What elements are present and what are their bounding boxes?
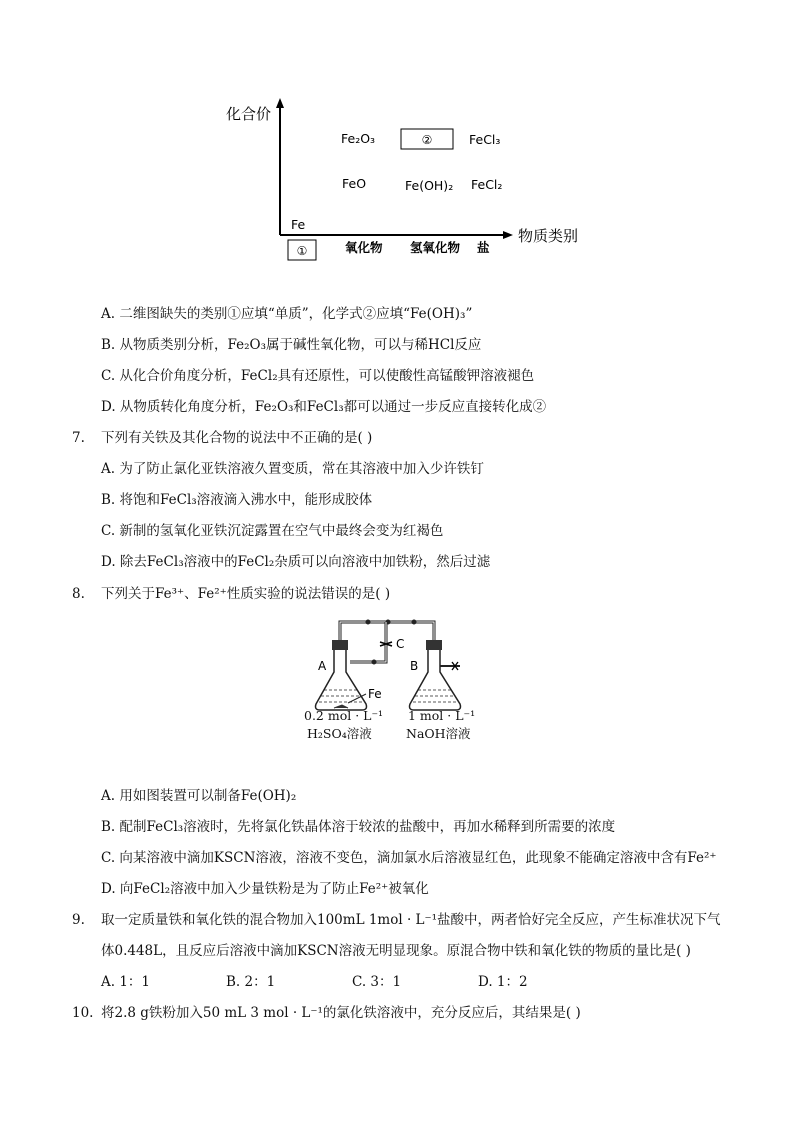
label-fe: Fe bbox=[368, 687, 382, 701]
label-a: A bbox=[318, 659, 327, 673]
q6-option-c: C. 从化合价角度分析，FeCl₂具有还原性，可以使酸性高锰酸钾溶液褪色 bbox=[101, 368, 535, 384]
q8-option-c: C. 向某溶液中滴加KSCN溶液，溶液不变色，滴加氯水后溶液显红色，此现象不能确定溶液中含有Fe²⁺ bbox=[101, 850, 717, 866]
stopper-a bbox=[332, 640, 348, 650]
formula-blank-label: ② bbox=[421, 133, 433, 147]
left-flask-solution: H₂SO₄溶液 bbox=[307, 726, 372, 741]
q7-number: 7. bbox=[72, 430, 85, 446]
right-flask-concentration: 1 mol · L⁻¹ bbox=[408, 708, 476, 723]
q7-option-c: C. 新制的氢氧化亚铁沉淀露置在空气中最终会变为红褐色 bbox=[101, 523, 444, 539]
q8-option-b: B. 配制FeCl₃溶液时，先将氯化铁晶体溶于较浓的盐酸中，再加水稀释到所需要的浓度 bbox=[101, 819, 616, 835]
q9-number: 9. bbox=[72, 912, 85, 928]
q8-number: 8. bbox=[72, 586, 85, 602]
q10-number: 10. bbox=[72, 1005, 94, 1021]
q7-option-a: A. 为了防止氯化亚铁溶液久置变质，常在其溶液中加入少许铁钉 bbox=[101, 461, 484, 477]
stopper-b bbox=[426, 640, 442, 650]
category-blank-label: ① bbox=[296, 244, 308, 258]
formula-feoh2: Fe(OH)₂ bbox=[405, 178, 454, 193]
formula-fe: Fe bbox=[291, 217, 306, 232]
y-axis-label: 化合价 bbox=[226, 105, 272, 123]
q9-option-a: A. 1：1 bbox=[101, 974, 151, 990]
category-oxide-label: 氧化物 bbox=[345, 240, 383, 255]
clamp-icon bbox=[412, 620, 417, 625]
formula-fe2o3: Fe₂O₃ bbox=[341, 131, 376, 146]
q6-option-d: D. 从物质转化角度分析，Fe₂O₃和FeCl₃都可以通过一步反应直接转化成② bbox=[101, 399, 547, 415]
q6-option-a: A. 二维图缺失的类别①应填“单质”，化学式②应填“Fe(OH)₃” bbox=[101, 306, 473, 322]
q8-option-d: D. 向FeCl₂溶液中加入少量铁粉是为了防止Fe²⁺被氧化 bbox=[101, 881, 429, 897]
formula-feo: FeO bbox=[342, 176, 367, 191]
clamp-icon bbox=[366, 620, 371, 625]
y-axis-arrow-icon bbox=[276, 98, 284, 108]
q8-stem: 下列关于Fe³⁺、Fe²⁺性质实验的说法错误的是( ) bbox=[101, 586, 391, 602]
q9-option-b: B. 2：1 bbox=[226, 974, 276, 990]
q9-option-c: C. 3：1 bbox=[352, 974, 402, 990]
q9-stem-line2: 体0.448L，且反应后溶液中滴加KSCN溶液无明显现象。原混合物中铁和氧化铁的物质的量比是( ) bbox=[101, 943, 691, 959]
q7-option-b: B. 将饱和FeCl₃溶液滴入沸水中，能形成胶体 bbox=[101, 492, 373, 508]
clamp-icon bbox=[372, 660, 377, 665]
q9-stem-line1: 取一定质量铁和氧化铁的混合物加入100mL 1mol · L⁻¹盐酸中，两者恰好完全反应，产生标准状况下气 bbox=[101, 912, 721, 928]
category-salt-label: 盐 bbox=[477, 240, 490, 255]
label-b: B bbox=[410, 659, 419, 673]
q9-option-d: D. 1：2 bbox=[478, 974, 528, 990]
category-hydroxide-label: 氢氧化物 bbox=[410, 240, 461, 255]
right-flask-solution: NaOH溶液 bbox=[406, 726, 471, 741]
x-axis-arrow-icon bbox=[503, 231, 513, 239]
formula-fecl3: FeCl₃ bbox=[469, 132, 501, 147]
q6-option-b: B. 从物质类别分析，Fe₂O₃属于碱性氧化物，可以与稀HCl反应 bbox=[101, 337, 482, 353]
left-flask-concentration: 0.2 mol · L⁻¹ bbox=[304, 708, 384, 723]
q7-stem: 下列有关铁及其化合物的说法中不正确的是( ) bbox=[101, 430, 373, 446]
x-axis-label: 物质类别 bbox=[518, 227, 579, 245]
q7-option-d: D. 除去FeCl₃溶液中的FeCl₂杂质可以向溶液中加铁粉，然后过滤 bbox=[101, 554, 491, 570]
q8-option-a: A. 用如图装置可以制备Fe(OH)₂ bbox=[101, 788, 297, 804]
formula-fecl2: FeCl₂ bbox=[471, 177, 503, 192]
label-c: C bbox=[396, 637, 405, 651]
valence-category-diagram bbox=[0, 0, 794, 270]
q10-stem: 将2.8 g铁粉加入50 mL 3 mol · L⁻¹的氯化铁溶液中，充分反应后，其结果是( ) bbox=[101, 1005, 581, 1021]
